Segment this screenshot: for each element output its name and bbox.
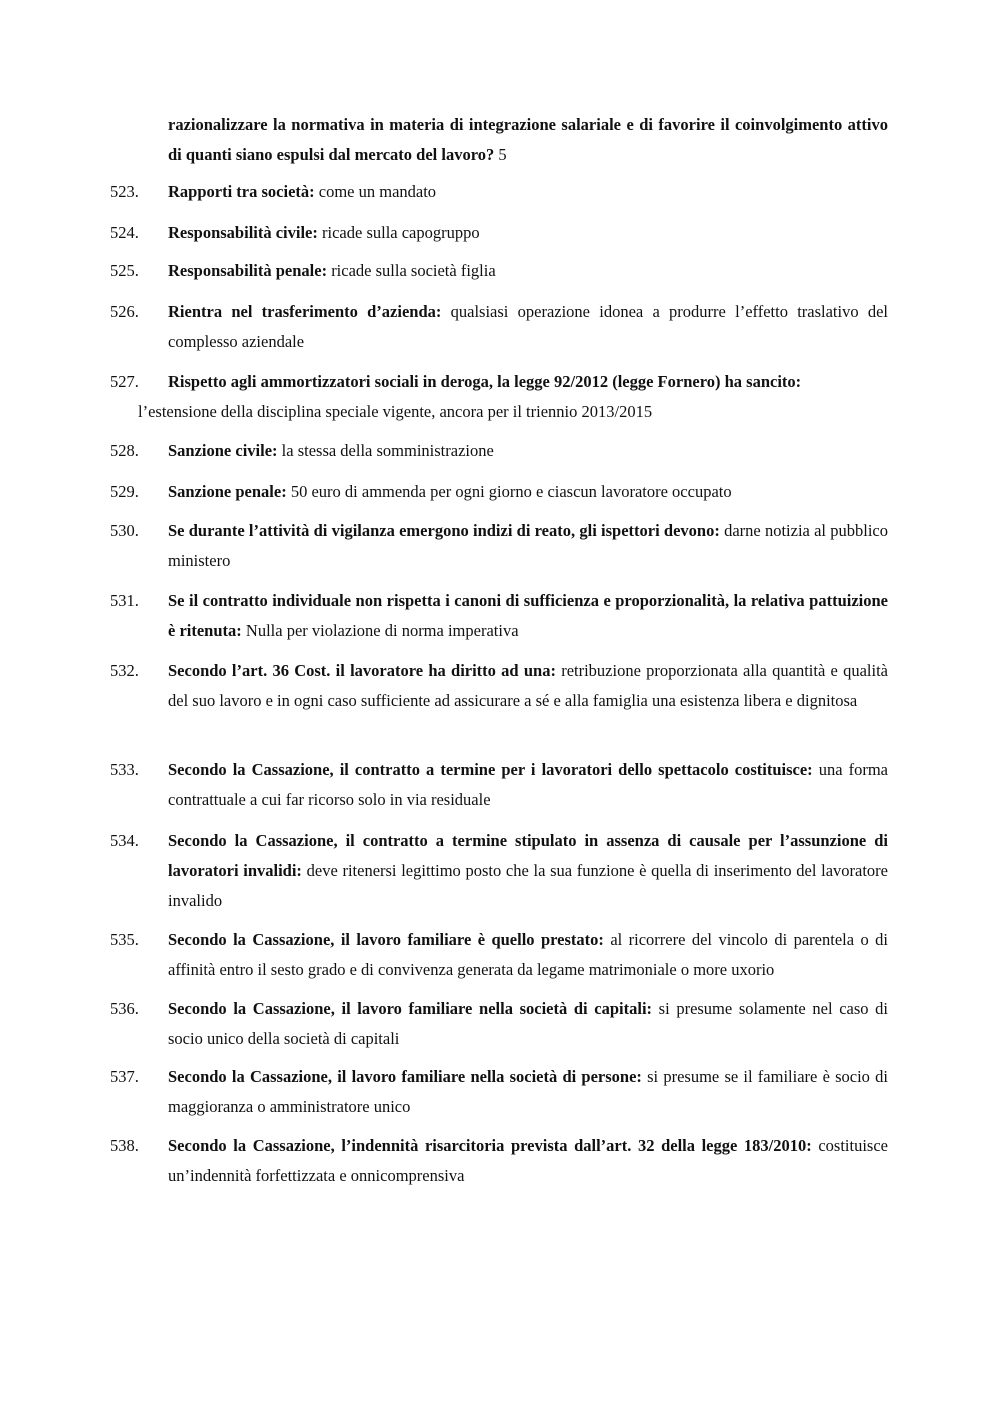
item-question: Responsabilità penale:: [168, 261, 328, 280]
item-number: 534.: [110, 831, 139, 850]
list-item: [110, 1062, 888, 1122]
item-question: Rispetto agli ammortizzatori sociali in deroga, la legge 92/2012 (legge Fornero) ha sancito:: [168, 372, 802, 391]
list-item: [110, 477, 888, 507]
item-question: Secondo la Cassazione, il lavoro familiare nella società di capitali:: [168, 999, 653, 1018]
item-answer: costituisce un’indennità forfettizzata e onnicomprensiva: [168, 1136, 888, 1185]
item-question: Se il contratto individuale non rispetta i canoni di sufficienza e proporzionalità, la relativa pattuizione è ritenuta:: [168, 591, 888, 640]
item-question: Rapporti tra società:: [168, 182, 315, 201]
item-question: Secondo la Cassazione, il lavoro familiare nella società di persone:: [168, 1067, 642, 1086]
item-number: 525.: [110, 261, 139, 280]
item-answer: la stessa della somministrazione: [277, 441, 494, 460]
list-item: [110, 297, 888, 357]
list-item: [110, 826, 888, 916]
item-question: Se durante l’attività di vigilanza emergono indizi di reato, gli ispettori devono:: [168, 521, 720, 540]
list-item: [110, 367, 888, 427]
item-answer: come un mandato: [314, 182, 437, 201]
item-question: Secondo la Cassazione, l’indennità risarcitoria prevista dall’art. 32 della legge 183/2010:: [168, 1136, 812, 1155]
list-item: [110, 516, 888, 576]
intro-question: razionalizzare la normativa in materia di integrazione salariale e di favorire il coinvolgimento attivo di quanti siano espulsi dal mercato del lavoro?: [168, 115, 888, 164]
item-question: Responsabilità civile:: [168, 223, 318, 242]
item-answer: deve ritenersi legittimo posto che la sua funzione è quella di inserimento del lavoratore invalido: [168, 861, 888, 910]
item-number: 537.: [110, 1067, 139, 1086]
list-item: [110, 436, 888, 466]
list-item: [110, 925, 888, 985]
item-question: Sanzione civile:: [168, 441, 278, 460]
item-number: 530.: [110, 521, 139, 540]
item-number: 532.: [110, 661, 139, 680]
item-number: 538.: [110, 1136, 139, 1155]
item-number: 527.: [110, 372, 139, 391]
item-answer: ricade sulla capogruppo: [317, 223, 480, 242]
item-number: 528.: [110, 441, 139, 460]
list-item: [110, 177, 888, 207]
item-answer: al ricorrere del vincolo di parentela o di affinità entro il sesto grado e di convivenza generata da legame matrimoniale o more uxorio: [168, 930, 888, 979]
item-question: Rientra nel trasferimento d’azienda:: [168, 302, 442, 321]
item-question: Secondo l’art. 36 Cost. il lavoratore ha diritto ad una:: [168, 661, 556, 680]
intro-paragraph: [168, 110, 888, 170]
item-question: Secondo la Cassazione, il contratto a termine per i lavoratori dello spettacolo costituisce:: [168, 760, 813, 779]
list-item: [110, 1131, 888, 1191]
item-answer: darne notizia al pubblico ministero: [168, 521, 888, 570]
list-item: [110, 755, 888, 815]
item-question: Secondo la Cassazione, il contratto a termine stipulato in assenza di causale per l’assunzione di lavoratori invalidi:: [168, 831, 888, 880]
item-answer: retribuzione proporzionata alla quantità e qualità del suo lavoro e in ogni caso sufficiente ad assicurare a sé e alla famiglia una esistenza libera e dignitosa: [168, 661, 888, 710]
item-answer: l’estensione della disciplina speciale vigente, ancora per il triennio 2013/2015: [138, 402, 653, 421]
item-number: 523.: [110, 182, 139, 201]
item-answer: si presume solamente nel caso di socio unico della società di capitali: [168, 999, 888, 1048]
item-answer: 50 euro di ammenda per ogni giorno e ciascun lavoratore occupato: [286, 482, 732, 501]
item-answer: si presume se il familiare è socio di maggioranza o amministratore unico: [168, 1067, 888, 1116]
item-number: 536.: [110, 999, 139, 1018]
list-item: [110, 256, 888, 286]
item-number: 524.: [110, 223, 139, 242]
intro-answer: 5: [494, 145, 507, 164]
item-answer: qualsiasi operazione idonea a produrre l’effetto traslativo del complesso aziendale: [168, 302, 889, 351]
item-question: Sanzione penale:: [168, 482, 287, 501]
list-item: [110, 994, 888, 1054]
item-number: 533.: [110, 760, 139, 779]
item-answer: una forma contrattuale a cui far ricorso solo in via residuale: [168, 760, 888, 809]
item-number: 526.: [110, 302, 139, 321]
item-question: Secondo la Cassazione, il lavoro familiare è quello prestato:: [168, 930, 604, 949]
item-number: 531.: [110, 591, 139, 610]
list-item: [110, 656, 888, 716]
list-item: [110, 586, 888, 646]
item-number: 535.: [110, 930, 139, 949]
list-item: [110, 218, 888, 248]
item-answer: Nulla per violazione di norma imperativa: [241, 621, 519, 640]
item-answer: ricade sulla società figlia: [327, 261, 496, 280]
item-number: 529.: [110, 482, 139, 501]
